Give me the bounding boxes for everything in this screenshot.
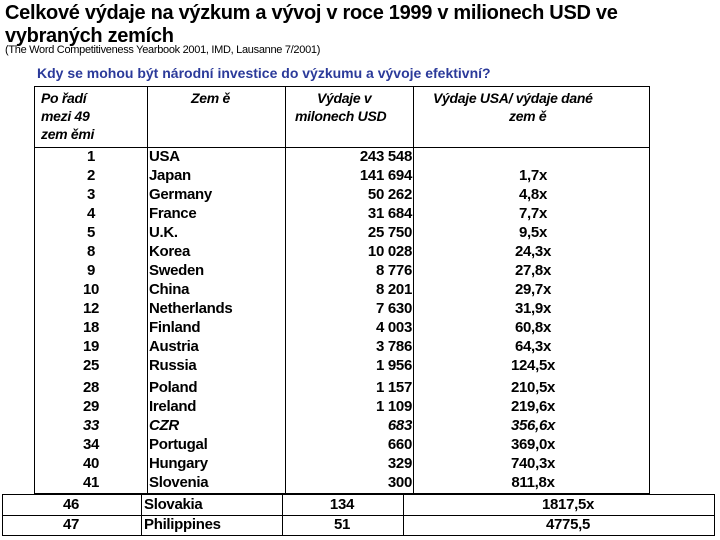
cell-rank: 33 <box>82 417 100 434</box>
cell-spend: 3 786 <box>375 338 412 355</box>
cell-rank: 47 <box>62 516 80 533</box>
cell-spend: 300 <box>387 474 412 491</box>
table-row <box>35 454 651 473</box>
header-ratio-line1: Výdaje USA/ výdaje dané <box>433 90 593 106</box>
cell-spend: 31 684 <box>367 205 412 222</box>
cell-spend: 10 028 <box>367 243 412 260</box>
cell-rank: 3 <box>86 186 96 203</box>
cell-rank: 29 <box>82 398 100 415</box>
cell-rank: 1 <box>86 148 96 165</box>
cell-spend: 51 <box>333 516 351 533</box>
cell-country: Japan <box>149 167 191 184</box>
table-row <box>35 147 651 166</box>
header-country: Zem ě <box>191 90 230 106</box>
table-row <box>35 261 651 280</box>
header-rank-line2: mezi 49 <box>41 108 90 124</box>
cell-rank: 41 <box>82 474 100 491</box>
cell-rank: 10 <box>82 281 100 298</box>
cell-rank: 8 <box>86 243 96 260</box>
cell-ratio: 1,7x <box>519 167 547 184</box>
cell-spend: 25 750 <box>367 224 412 241</box>
cell-rank: 46 <box>62 496 80 513</box>
cell-country: Philippines <box>144 516 221 533</box>
cell-spend: 1 109 <box>375 398 412 415</box>
cell-spend: 1 157 <box>375 379 412 396</box>
cell-rank: 2 <box>86 167 96 184</box>
cell-ratio: 64,3x <box>514 338 552 355</box>
table-row <box>35 185 651 204</box>
cell-ratio: 210,5x <box>510 379 556 396</box>
cell-rank: 5 <box>86 224 96 241</box>
cell-ratio: 24,3x <box>514 243 552 260</box>
table-row <box>35 473 651 492</box>
cell-rank: 19 <box>82 338 100 355</box>
header-spend-line2: milonech USD <box>295 108 387 124</box>
cell-ratio: 31,9x <box>514 300 552 317</box>
header-spend-line1: Výdaje v <box>317 90 372 106</box>
question-subtitle: Kdy se mohou být národní investice do výzkumu a vývoje efektivní? <box>37 65 491 81</box>
cell-spend: 660 <box>387 436 412 453</box>
cell-spend: 683 <box>387 417 412 434</box>
cell-ratio: 811,8x <box>511 474 555 491</box>
table-row <box>35 378 651 397</box>
cell-spend: 7 630 <box>375 300 412 317</box>
cell-country: USA <box>149 148 180 165</box>
table-row <box>35 204 651 223</box>
table-row <box>35 435 651 454</box>
cell-spend: 141 694 <box>359 167 412 184</box>
cell-country: Poland <box>149 379 198 396</box>
cell-ratio: 219,6x <box>510 398 556 415</box>
cell-rank: 40 <box>82 455 100 472</box>
cell-spend: 4 003 <box>375 319 412 336</box>
source-citation: (The Word Competitiveness Yearbook 2001, IMD, Lausanne 7/2001) <box>5 44 321 56</box>
cell-country: Germany <box>149 186 212 203</box>
table-row <box>35 356 651 375</box>
cell-country: Slovenia <box>149 474 209 491</box>
cell-country: Finland <box>149 319 201 336</box>
rd-spending-table <box>34 86 650 494</box>
cell-ratio: 740,3x <box>510 455 556 472</box>
table-row <box>35 337 651 356</box>
cell-ratio: 7,7x <box>519 205 547 222</box>
cell-country: Sweden <box>149 262 204 279</box>
cell-spend: 329 <box>387 455 412 472</box>
cell-spend: 1 956 <box>375 357 412 374</box>
cell-spend: 134 <box>329 496 355 513</box>
header-rank-line3: zem ěmi <box>41 126 95 142</box>
cell-rank: 28 <box>82 379 100 396</box>
cell-ratio: 29,7x <box>514 281 552 298</box>
extra-rows-table <box>2 494 715 536</box>
cell-ratio: 4775,5 <box>545 516 591 533</box>
cell-ratio: 27,8x <box>514 262 552 279</box>
cell-country: Russia <box>149 357 197 374</box>
table-row <box>35 318 651 337</box>
table-row <box>35 166 651 185</box>
table-row <box>3 515 716 535</box>
header-ratio-line2: zem ě <box>509 108 547 124</box>
cell-rank: 18 <box>82 319 100 336</box>
cell-rank: 25 <box>82 357 100 374</box>
table-row <box>35 242 651 261</box>
cell-country: Hungary <box>149 455 208 472</box>
cell-country: CZR <box>149 417 179 434</box>
cell-rank: 34 <box>82 436 100 453</box>
cell-ratio: 356,6x <box>510 417 556 434</box>
cell-country: China <box>149 281 190 298</box>
cell-ratio: 369,0x <box>510 436 556 453</box>
cell-ratio: 4,8x <box>519 186 547 203</box>
cell-country: France <box>149 205 197 222</box>
table-row <box>3 495 716 515</box>
cell-country: Ireland <box>149 398 197 415</box>
cell-spend: 50 262 <box>367 186 412 203</box>
cell-country: Austria <box>149 338 199 355</box>
cell-rank: 4 <box>86 205 96 222</box>
table-row <box>35 280 651 299</box>
cell-country: Portugal <box>149 436 208 453</box>
cell-spend: 243 548 <box>359 148 412 165</box>
cell-country: Netherlands <box>149 300 233 317</box>
table-row <box>35 299 651 318</box>
cell-rank: 9 <box>86 262 96 279</box>
table-row <box>35 416 651 435</box>
cell-ratio: 9,5x <box>519 224 547 241</box>
cell-country: U.K. <box>149 224 178 241</box>
cell-ratio: 124,5x <box>510 357 556 374</box>
page-title: Celkové výdaje na výzkum a vývoj v roce 1999 v milionech USD ve vybraných zemích <box>5 2 618 47</box>
cell-ratio: 60,8x <box>514 319 552 336</box>
table-row <box>35 223 651 242</box>
cell-spend: 8 776 <box>375 262 412 279</box>
cell-rank: 12 <box>82 300 100 317</box>
table-row <box>35 397 651 416</box>
cell-country: Slovakia <box>144 496 203 513</box>
cell-ratio: 1817,5x <box>541 496 595 513</box>
header-rank-line1: Po řadí <box>41 90 87 106</box>
cell-country: Korea <box>149 243 191 260</box>
cell-spend: 8 201 <box>375 281 412 298</box>
